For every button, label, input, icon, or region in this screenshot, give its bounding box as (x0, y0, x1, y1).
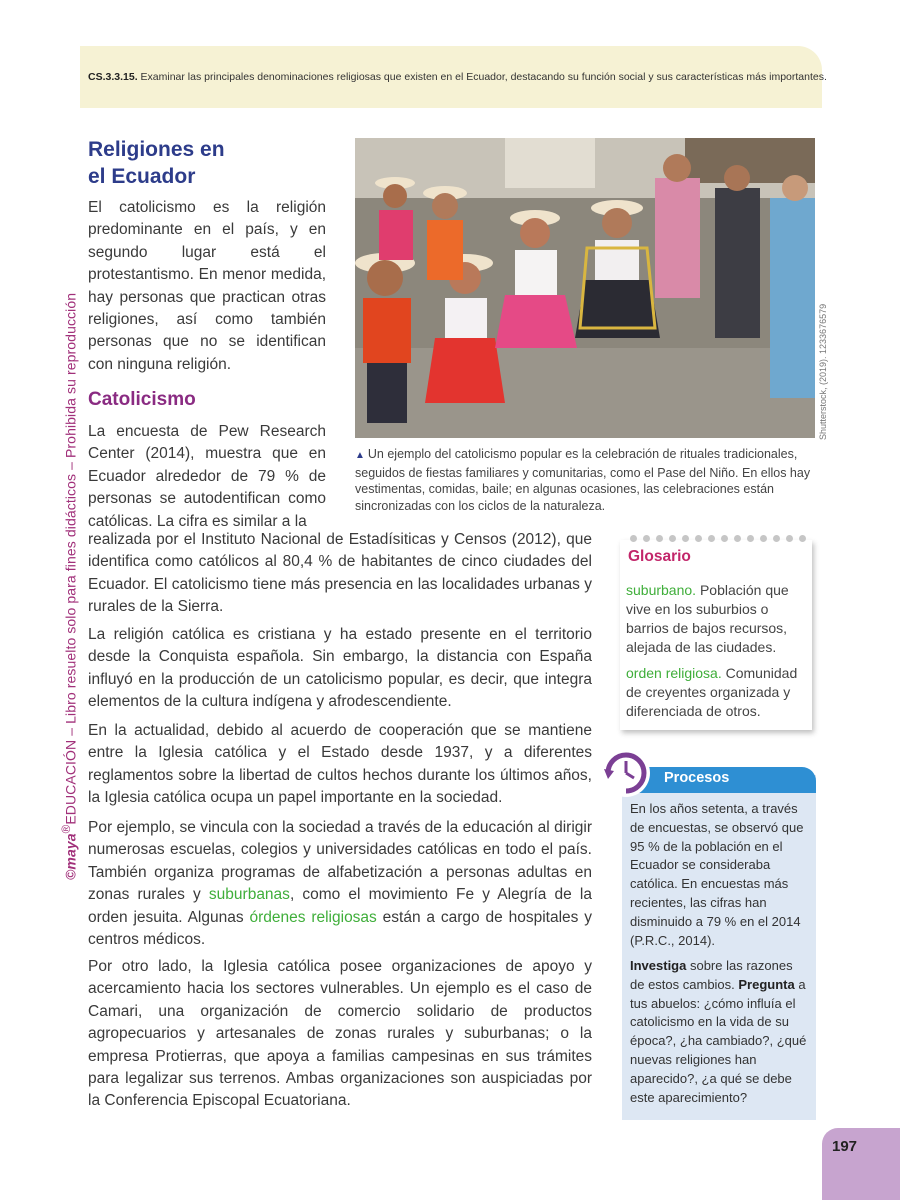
title-line-2: el Ecuador (88, 165, 196, 188)
page-title (88, 136, 338, 190)
photo-caption (355, 446, 815, 514)
clock-icon (600, 747, 652, 799)
caption-text: Un ejemplo del catolicismo popular es la celebración de rituales tradicionales, seguidos de fiestas familiares y comunitarias, como el Pase del Niño. En ellos hay vestimentas, comidas, baile; en algunas ocasiones, las celebraciones están sincronizadas con los ciclos de la naturaleza. (355, 447, 811, 513)
glossary-term-suburbano: suburbano. (626, 582, 697, 598)
intro-paragraph: El catolicismo es la religión predominante en el país, y en segundo lugar está el protestantismo. En menor medida, hay personas que practican otras religiones, así como también personas que no se identifican con ninguna religión. (88, 199, 326, 373)
spiral-binding-dots (630, 535, 806, 542)
glossary-def-suburbano: Población que vive en los suburbios o barrios de bajos recursos, alejada de las ciudades. (626, 582, 789, 655)
p4-text-c: están a cargo de hospitales y centros médicos. (88, 908, 593, 949)
procesos-investiga: Investiga (630, 958, 687, 973)
p4-text-b: , como el movimiento Fe y Alegría de la orden jesuita. Algunas (88, 886, 592, 926)
catolicismo-paragraph-1: La encuesta de Pew Research Center (2014), muestra que en Ecuador alrededor de 79 % de personas se autodentifican como católicas. La cifra es similar a la (88, 423, 326, 530)
procesos-box (600, 745, 820, 1125)
objective-code: CS.3.3.15. (88, 71, 138, 83)
catolicismo-paragraph-2: La religión católica es cristiana y ha estado presente en el territorio desde la Conquista española. Sin embargo, la distancia con España influyó en la producción de un catolicismo popular, es decir, que integra elementos de la cultura indígena y afrodescendiente. (88, 626, 592, 711)
section-heading-catolicismo: Catolicismo (88, 389, 196, 410)
procesos-title: Procesos (664, 770, 730, 786)
curriculum-objective (88, 70, 827, 84)
glossary-entry-orden-religiosa (626, 664, 810, 721)
procesos-pregunta: Pregunta (738, 976, 795, 992)
caption-triangle-icon: ▲ (355, 450, 365, 461)
glossary-link-ordenes-religiosas[interactable]: órdenes religiosas (249, 908, 377, 926)
catolicismo-paragraph-1-continued: realizada por el Instituto Nacional de Estadísiticas y Censos (2012), que identifica como católicos al 80,4 % de habitantes de cinco ciudades del Ecuador. El catolicismo tiene más presencia en las localidades urbanas y rurales de la Sierra. (88, 531, 592, 616)
photo-credit: Shutterstock, (2019). 1233676579 (818, 303, 828, 440)
catolicismo-paragraph-5: Por otro lado, la Iglesia católica posee organizaciones de apoyo y acercamiento hacia los sectores vulnerables. Un ejemplo es el caso de Camari, una organización de comercio solidario de productos agropecuarios y artesanales de zonas rurales y suburbanas; o la empresa Protierras, que apoya a familias campesinas en sus trámites para legalizar sus terrenos. Ambas organizaciones son auspiciadas por la Conferencia Episcopal Ecuatoriana. (88, 958, 592, 1110)
title-line-1: Religiones en (88, 138, 225, 161)
glossary-link-suburbanas[interactable]: suburbanas (208, 886, 290, 904)
procesos-activity-text-a: sobre las razones de estos cambios. (630, 958, 793, 992)
glossary-term-orden-religiosa: orden religiosa. (626, 665, 722, 681)
maya-logo: ©maya (62, 833, 79, 880)
p4-text-a: Por ejemplo, se vincula con la sociedad a través de la educación al dirigir numerosas escuelas, colegios y universidades católicas en todo el país. También organiza programas de alfabetización a personas adultas en zonas rurales y (88, 819, 592, 904)
catolicismo-paragraph-3: En la actualidad, debido al acuerdo de cooperación que se mantiene entre la Iglesia católica y el Estado desde 1937, y a diferentes reglamentos sobre la libertad de cultos hechos durante los últimos años, la Iglesia católica ocupa un papel importante en la sociedad. (88, 722, 592, 807)
glossary-title: Glosario (628, 548, 691, 565)
glossary-entry-suburbano (626, 581, 810, 657)
objective-text: Examinar las principales denominaciones religiosas que existen en el Ecuador, destacando su función social y sus características más importantes. (137, 71, 827, 83)
copyright-side-note (60, 293, 79, 880)
registered-mark: ® (60, 824, 73, 834)
glossary-def-orden-religiosa: Comunidad de creyentes organizada y diferenciada de otros. (626, 665, 798, 719)
page-number: 197 (832, 1138, 858, 1155)
festival-photo (355, 138, 815, 438)
glossary-box (620, 540, 812, 730)
catolicismo-paragraph-4 (88, 817, 592, 951)
procesos-activity-text-b: a tus abuelos: ¿cómo influía el catolicismo en la vida de su época?, ¿ha cambiado?, ¿qué nuevas religiones han aparecido?, ¿a qué se debe este aparecimiento? (630, 976, 807, 1105)
procesos-activity (630, 957, 810, 1107)
festival-illustration (355, 138, 815, 438)
procesos-text: En los años setenta, a través de encuestas, se observó que 95 % de la población en el Ecuador se consideraba católica. En encuestas más recientes, las cifras han disminuido a 79 % en el 2014 (P.R.C., 2014). (630, 801, 804, 948)
copyright-text: EDUCACIÓN – Libro resuelto solo para fines didácticos – Prohibida su reproducción (62, 292, 79, 825)
